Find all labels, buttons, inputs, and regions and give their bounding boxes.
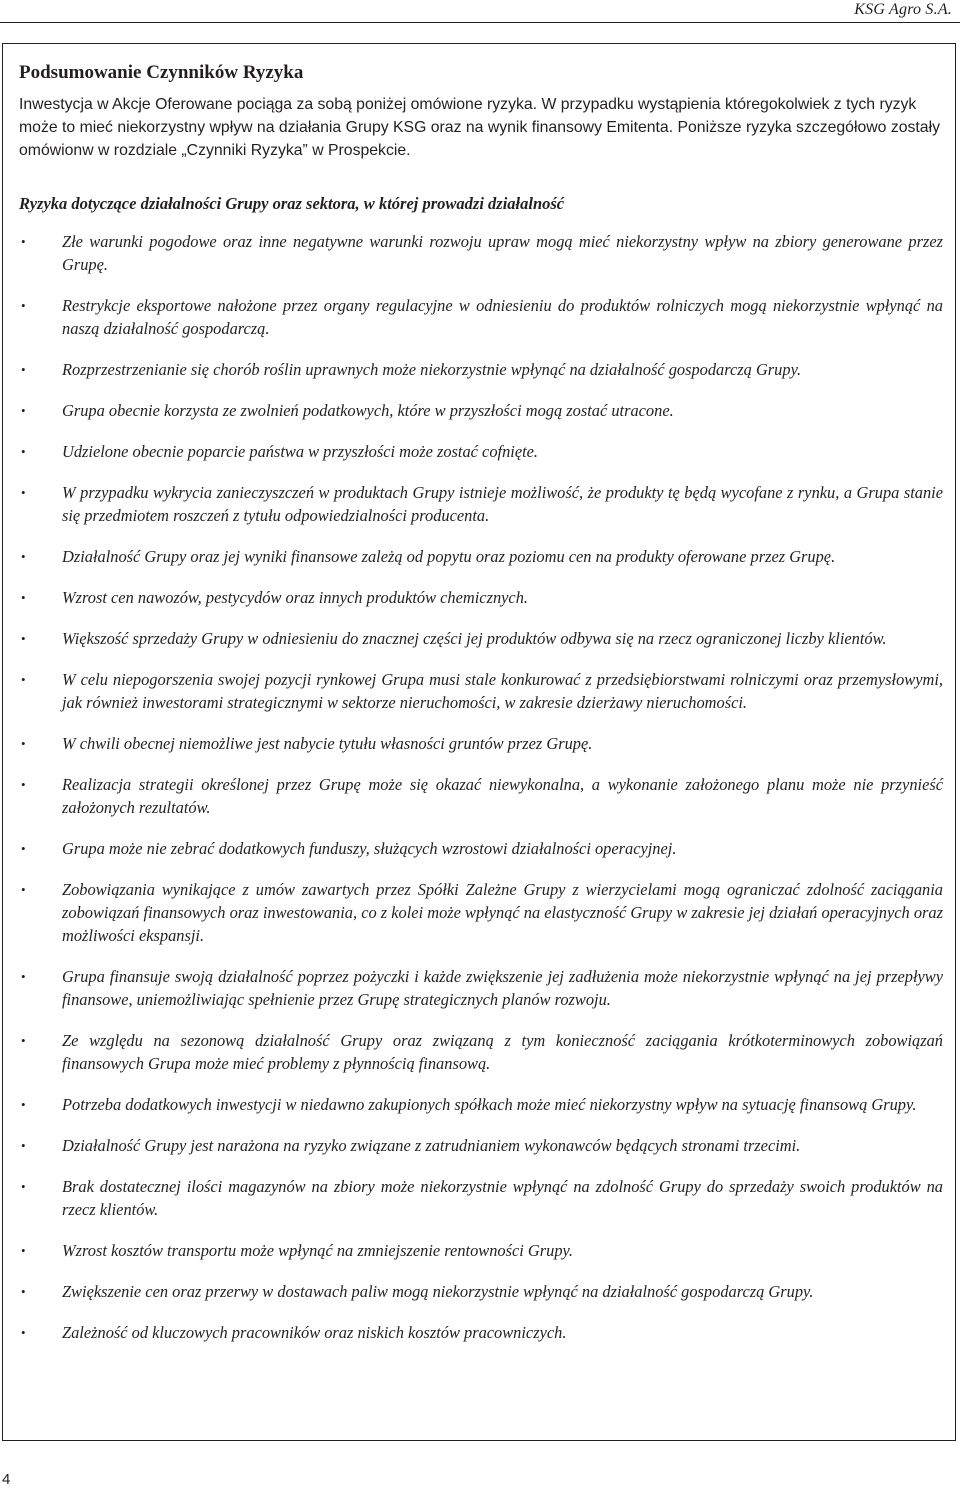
risk-list-item	[19, 627, 943, 650]
bullet-icon: •	[21, 777, 26, 792]
risk-list-item	[19, 837, 943, 860]
bullet-icon: •	[21, 1325, 26, 1340]
risk-list-item	[19, 230, 943, 276]
risk-list-item	[19, 440, 943, 463]
risk-list-item	[19, 878, 943, 947]
bullet-icon: •	[21, 590, 26, 605]
bullet-icon: •	[21, 403, 26, 418]
risk-text: Potrzeba dodatkowych inwestycji w niedawno zakupionych spółkach może mieć niekorzystny wpływ na sytuację finansową Grupy.	[62, 1095, 917, 1114]
bullet-icon: •	[21, 969, 26, 984]
risk-text: Grupa obecnie korzysta ze zwolnień podatkowych, które w przyszłości mogą zostać utracone.	[62, 401, 674, 420]
risk-list-item	[19, 545, 943, 568]
risk-list-item	[19, 1093, 943, 1116]
risk-list-item	[19, 1239, 943, 1262]
risk-text: Brak dostatecznej ilości magazynów na zbiory może niekorzystnie wpłynąć na zdolność Grupy do sprzedaży swoich produktów na rzecz klientów.	[62, 1177, 943, 1219]
risk-text: Rozprzestrzenianie się chorób roślin uprawnych może niekorzystnie wpłynąć na działalność gospodarczą Grupy.	[62, 360, 802, 379]
bullet-icon: •	[21, 1033, 26, 1048]
bullet-icon: •	[21, 444, 26, 459]
risk-text: Zobowiązania wynikające z umów zawartych przez Spółki Zależne Grupy z wierzycielami mogą ograniczać zdolność zaciągania zobowiązań finansowych oraz inwestowania, co z kolei może wpłynąć na elastyczność Grupy w zakresie jej działań operacyjnych oraz możliwości ekspansji.	[62, 880, 943, 945]
page-number: 4	[2, 1471, 11, 1488]
risk-list-item	[19, 586, 943, 609]
bullet-icon: •	[21, 631, 26, 646]
risk-category-heading: Ryzyka dotyczące działalności Grupy oraz sektora, w której prowadzi działalność	[19, 194, 565, 213]
section-title: Podsumowanie Czynników Ryzyka	[19, 62, 304, 83]
risk-text: Wzrost kosztów transportu może wpłynąć na zmniejszenie rentowności Grupy.	[62, 1241, 573, 1260]
risk-list-item	[19, 1175, 943, 1221]
risk-text: Większość sprzedaży Grupy w odniesieniu do znacznej części jej produktów odbywa się na rzecz ograniczonej liczby klientów.	[62, 629, 887, 648]
bullet-icon: •	[21, 1243, 26, 1258]
risk-list-item	[19, 1321, 943, 1344]
risk-list-item	[19, 1029, 943, 1075]
header-divider	[0, 22, 960, 23]
bullet-icon: •	[21, 362, 26, 377]
risk-list-item	[19, 481, 943, 527]
bullet-icon: •	[21, 549, 26, 564]
risk-list-item	[19, 1134, 943, 1157]
bullet-icon: •	[21, 1179, 26, 1194]
bullet-icon: •	[21, 1097, 26, 1112]
running-header-title: KSG Agro S.A.	[854, 1, 952, 18]
bullet-icon: •	[21, 672, 26, 687]
bullet-icon: •	[21, 841, 26, 856]
risk-text: Zależność od kluczowych pracowników oraz niskich kosztów pracowniczych.	[62, 1323, 567, 1342]
risk-list-item	[19, 732, 943, 755]
intro-paragraph: Inwestycja w Akcje Oferowane pociąga za sobą poniżej omówione ryzyka. W przypadku wystąpienia któregokolwiek z tych ryzyk może to mieć niekorzystny wpływ na działania Grupy KSG oraz na wynik finansowy Emitenta. Poniższe ryzyka szczegółowo zostały omówionw w rozdziale „Czynniki Ryzyka” w Prospekcie.	[19, 96, 940, 159]
risk-list-item	[19, 1280, 943, 1303]
risk-text: Działalność Grupy oraz jej wyniki finansowe zależą od popytu oraz poziomu cen na produkty oferowane przez Grupę.	[62, 547, 836, 566]
risk-text: W przypadku wykrycia zanieczyszczeń w produktach Grupy istnieje możliwość, że produkty tę będą wycofane z rynku, a Grupa stanie się przedmiotem roszczeń z tytułu odpowiedzialności producenta.	[62, 483, 943, 525]
risk-list-item	[19, 668, 943, 714]
risk-text: Wzrost cen nawozów, pestycydów oraz innych produktów chemicznych.	[62, 588, 528, 607]
risk-list-item	[19, 965, 943, 1011]
bullet-icon: •	[21, 485, 26, 500]
risk-list	[19, 230, 943, 1362]
bullet-icon: •	[21, 234, 26, 249]
risk-list-item	[19, 773, 943, 819]
risk-text: Realizacja strategii określonej przez Grupę może się okazać niewykonalna, a wykonanie założonego planu może nie przynieść założonych rezultatów.	[62, 775, 943, 817]
bullet-icon: •	[21, 1284, 26, 1299]
risk-text: W chwili obecnej niemożliwe jest nabycie tytułu własności gruntów przez Grupę.	[62, 734, 593, 753]
bullet-icon: •	[21, 736, 26, 751]
risk-text: Grupa może nie zebrać dodatkowych funduszy, służących wzrostowi działalności operacyjnej.	[62, 839, 677, 858]
risk-text: Złe warunki pogodowe oraz inne negatywne warunki rozwoju upraw mogą mieć niekorzystny wpływ na zbiory generowane przez Grupę.	[62, 232, 943, 274]
risk-text: Grupa finansuje swoją działalność poprzez pożyczki i każde zwiększenie jej zadłużenia może niekorzystnie wpłynąć na jej przepływy finansowe, uniemożliwiając spełnienie przez Grupę strategicznych planów rozwoju.	[62, 967, 943, 1009]
bullet-icon: •	[21, 298, 26, 313]
risk-text: Działalność Grupy jest narażona na ryzyko związane z zatrudnianiem wykonawców będących stronami trzecimi.	[62, 1136, 801, 1155]
risk-list-item	[19, 294, 943, 340]
risk-list-item	[19, 399, 943, 422]
risk-text: W celu niepogorszenia swojej pozycji rynkowej Grupa musi stale konkurować z przedsiębiorstwami rolniczymi oraz przemysłowymi, jak również inwestorami strategicznymi w sektorze nieruchomości, w zakresie dzierżawy nieruchomości.	[62, 670, 943, 712]
risk-text: Udzielone obecnie poparcie państwa w przyszłości może zostać cofnięte.	[62, 442, 539, 461]
risk-text: Zwiększenie cen oraz przerwy w dostawach paliw mogą niekorzystnie wpłynąć na działalność gospodarczą Grupy.	[62, 1282, 814, 1301]
risk-text: Ze względu na sezonową działalność Grupy oraz związaną z tym konieczność zaciągania krótkoterminowych zobowiązań finansowych Grupa może mieć problemy z płynnością finansową.	[62, 1031, 943, 1073]
bullet-icon: •	[21, 1138, 26, 1153]
bullet-icon: •	[21, 882, 26, 897]
risk-list-item	[19, 358, 943, 381]
risk-text: Restrykcje eksportowe nałożone przez organy regulacyjne w odniesieniu do produktów rolniczych mogą niekorzystnie wpłynąć na naszą działalność gospodarczą.	[62, 296, 943, 338]
